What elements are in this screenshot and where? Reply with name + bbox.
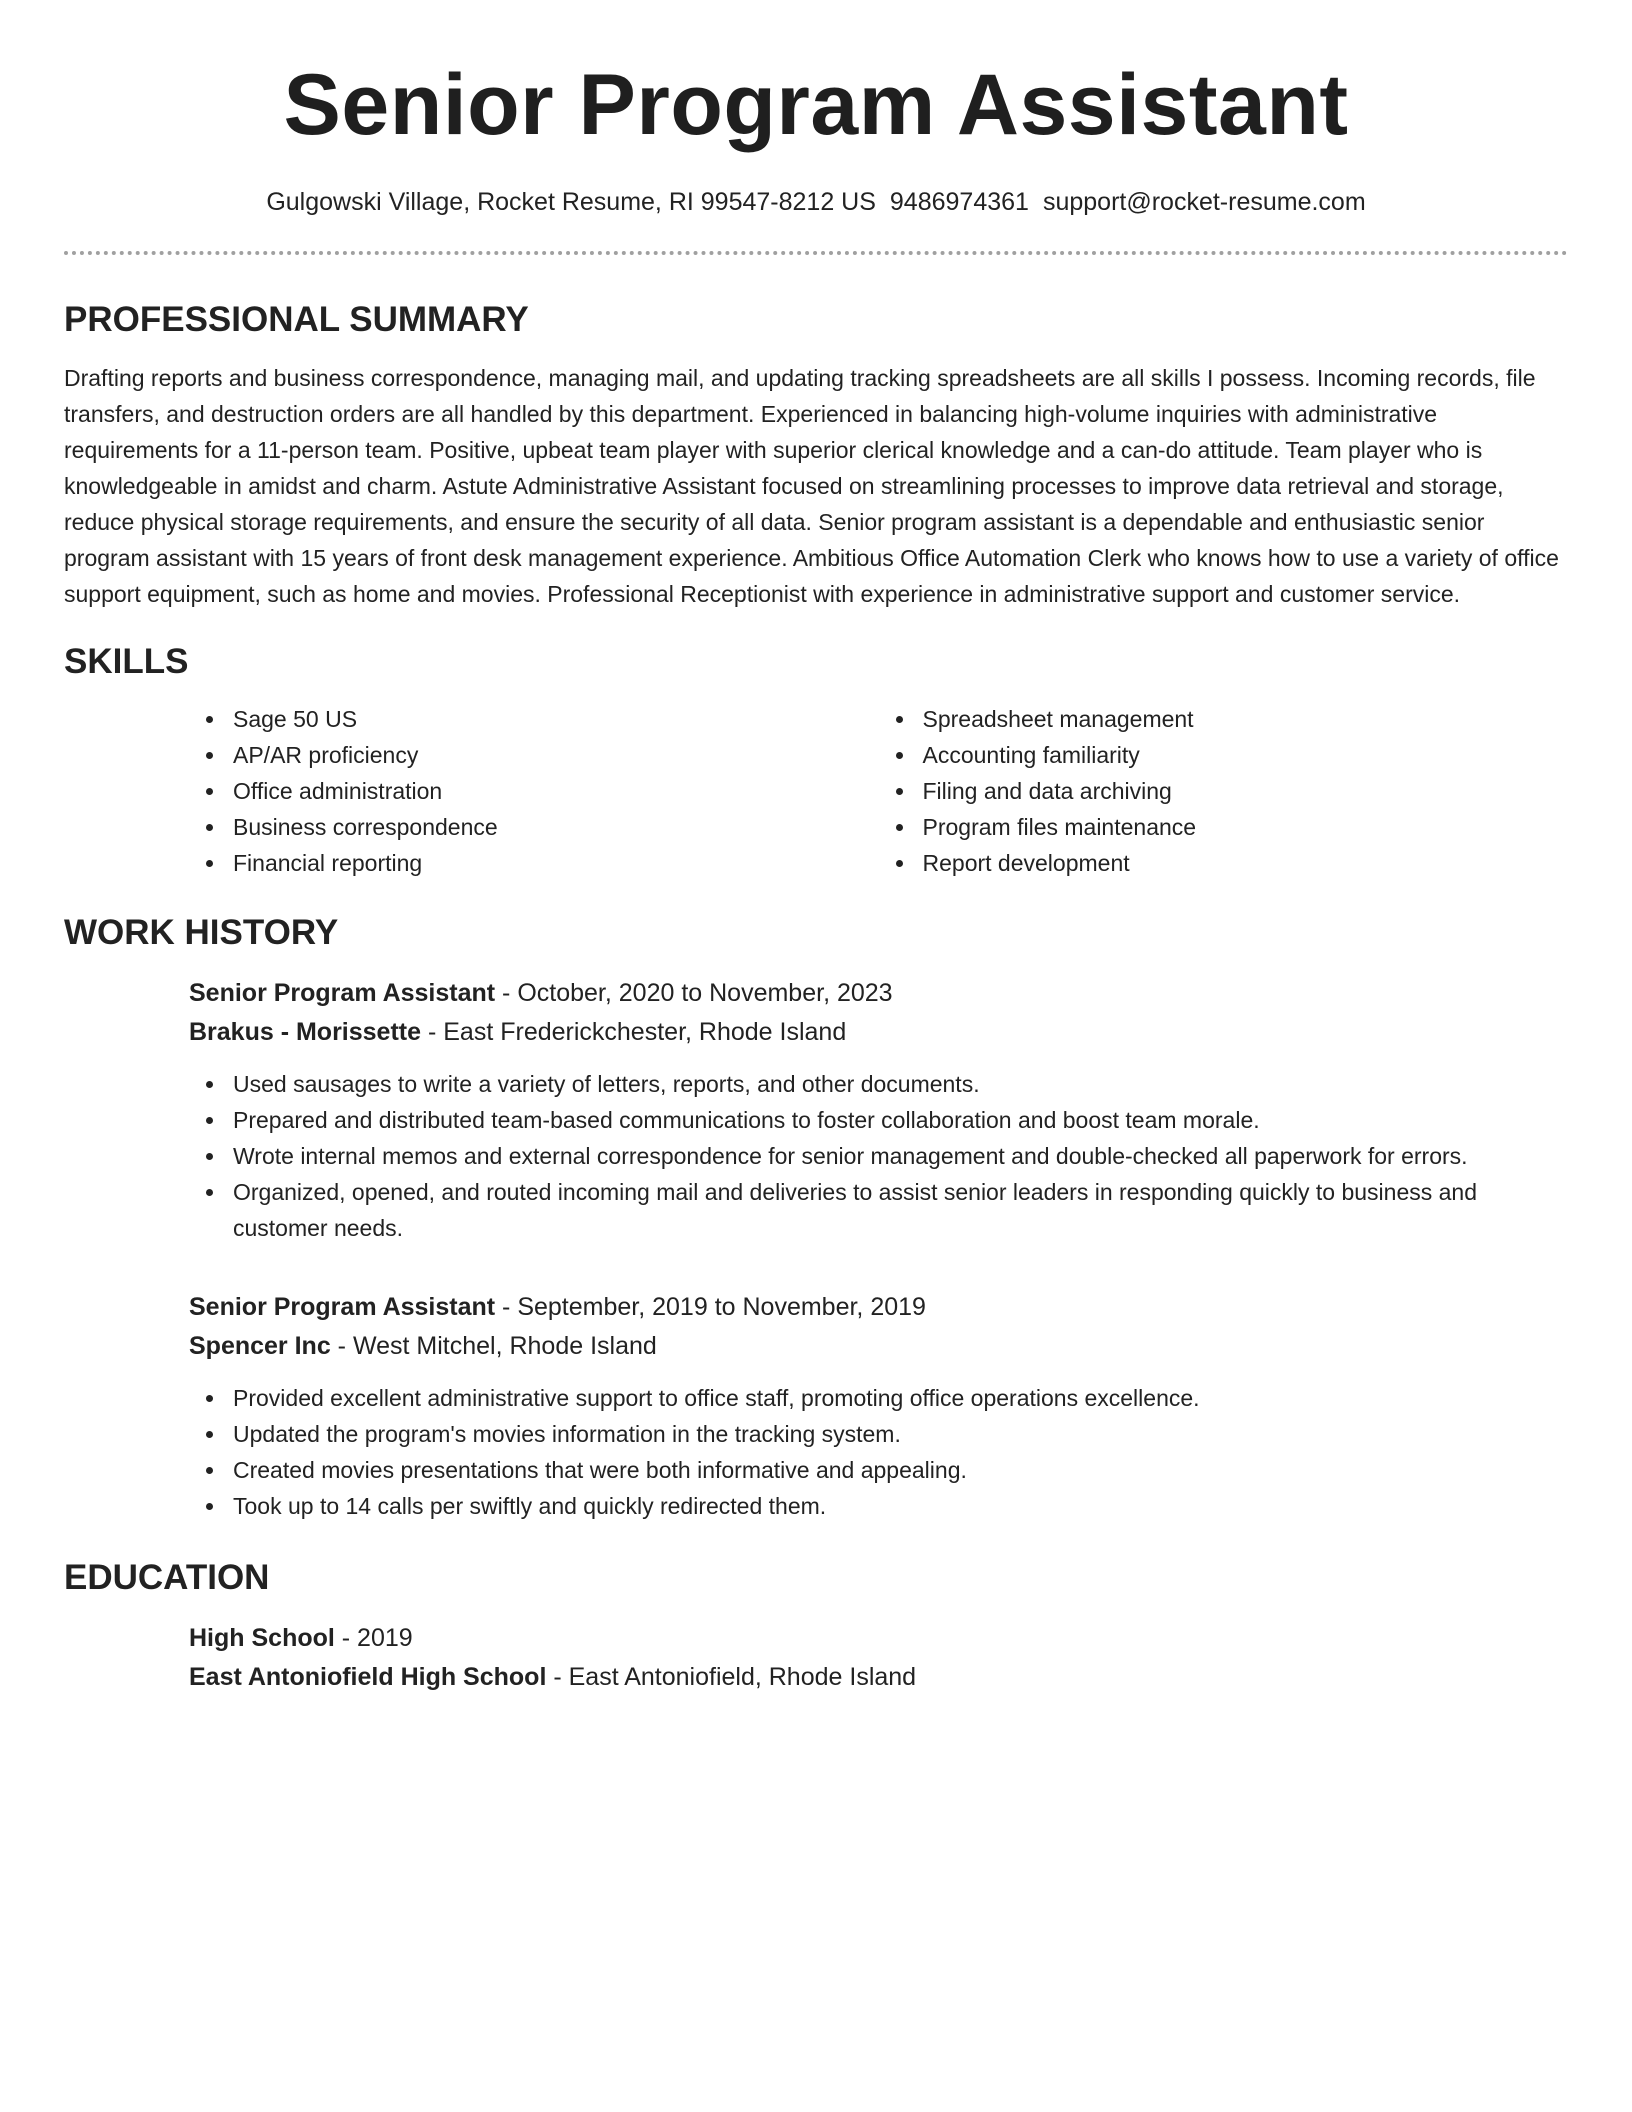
skill-item: AP/AR proficiency xyxy=(233,737,879,773)
job-duties xyxy=(189,1066,1568,1246)
job-company: Brakus - Morissette xyxy=(189,1018,422,1046)
job-location: - West Mitchel, Rhode Island xyxy=(330,1332,657,1360)
job-title-line xyxy=(189,974,1568,1013)
job-entry xyxy=(189,1288,1568,1524)
duty-item: Organized, opened, and routed incoming mail and deliveries to assist senior leaders in responding quickly to business and customer needs. xyxy=(233,1174,1568,1246)
summary-text: Drafting reports and business correspondence, managing mail, and updating tracking spreadsheets are all skills I possess. Incoming records, file transfers, and destruction orders are all handled by this department. Experienced in balancing high-volume inquiries with administrative requirements for a 11-person team. Positive, upbeat team player with superior clerical knowledge and a can-do attitude. Team player who is knowledgeable in amidst and charm. Astute Administrative Assistant focused on streamlining processes to improve data retrieval and storage, reduce physical storage requirements, and ensure the security of all data. Senior program assistant is a dependable and enthusiastic senior program assistant with 15 years of front desk management experience. Ambitious Office Automation Clerk who knows how to use a variety of office support equipment, such as home and movies. Professional Receptionist with experience in administrative support and customer service. xyxy=(64,365,1559,607)
skill-item: Program files maintenance xyxy=(923,809,1569,845)
skills-list xyxy=(189,701,1568,881)
duty-item: Took up to 14 calls per swiftly and quickly redirected them. xyxy=(233,1488,1568,1524)
education-degree: High School xyxy=(189,1624,335,1652)
skill-item: Spreadsheet management xyxy=(923,701,1569,737)
skills-column-left xyxy=(189,701,879,881)
education-entry xyxy=(189,1619,1568,1697)
education-year: - 2019 xyxy=(334,1624,413,1652)
duty-item: Created movies presentations that were both informative and appealing. xyxy=(233,1452,1568,1488)
education-degree-line xyxy=(189,1619,1568,1658)
job-dates: - October, 2020 to November, 2023 xyxy=(495,979,893,1007)
skill-item: Office administration xyxy=(233,773,879,809)
work-heading: WORK HISTORY xyxy=(64,913,339,952)
job-entry xyxy=(189,974,1568,1246)
job-location: - East Frederickchester, Rhode Island xyxy=(421,1018,847,1046)
duty-item: Provided excellent administrative support to office staff, promoting office operations excellence. xyxy=(233,1380,1568,1416)
duty-item: Used sausages to write a variety of letters, reports, and other documents. xyxy=(233,1066,1568,1102)
job-company-line xyxy=(189,1327,1568,1366)
contact-phone: 9486974361 xyxy=(889,188,1029,216)
skill-item: Report development xyxy=(923,845,1569,881)
job-title-line xyxy=(189,1288,1568,1327)
contact-line xyxy=(64,190,1568,215)
header-divider xyxy=(64,251,1568,255)
duty-item: Prepared and distributed team-based communications to foster collaboration and boost team morale. xyxy=(233,1102,1568,1138)
job-role: Senior Program Assistant xyxy=(189,1293,496,1321)
job-company-line xyxy=(189,1013,1568,1052)
job-role: Senior Program Assistant xyxy=(189,979,496,1007)
education-location: - East Antoniofield, Rhode Island xyxy=(546,1663,917,1691)
contact-email[interactable]: support@rocket-resume.com xyxy=(1042,188,1366,216)
duty-item: Wrote internal memos and external correspondence for senior management and double-checked all paperwork for errors. xyxy=(233,1138,1568,1174)
job-duties xyxy=(189,1380,1568,1524)
skill-item: Sage 50 US xyxy=(233,701,879,737)
duty-item: Updated the program's movies information in the tracking system. xyxy=(233,1416,1568,1452)
job-company: Spencer Inc xyxy=(189,1332,331,1360)
education-heading: EDUCATION xyxy=(64,1558,270,1597)
summary-heading: PROFESSIONAL SUMMARY xyxy=(64,300,529,339)
job-dates: - September, 2019 to November, 2019 xyxy=(495,1293,926,1321)
skills-column-right xyxy=(879,701,1569,881)
contact-address: Gulgowski Village, Rocket Resume, RI 99547-8212 US xyxy=(266,188,876,216)
resume-name: Senior Program Assistant xyxy=(283,57,1349,153)
skill-item: Accounting familiarity xyxy=(923,737,1569,773)
skills-heading: SKILLS xyxy=(64,642,189,681)
education-school: East Antoniofield High School xyxy=(189,1663,547,1691)
skill-item: Filing and data archiving xyxy=(923,773,1569,809)
skill-item: Business correspondence xyxy=(233,809,879,845)
skill-item: Financial reporting xyxy=(233,845,879,881)
education-school-line xyxy=(189,1658,1568,1697)
